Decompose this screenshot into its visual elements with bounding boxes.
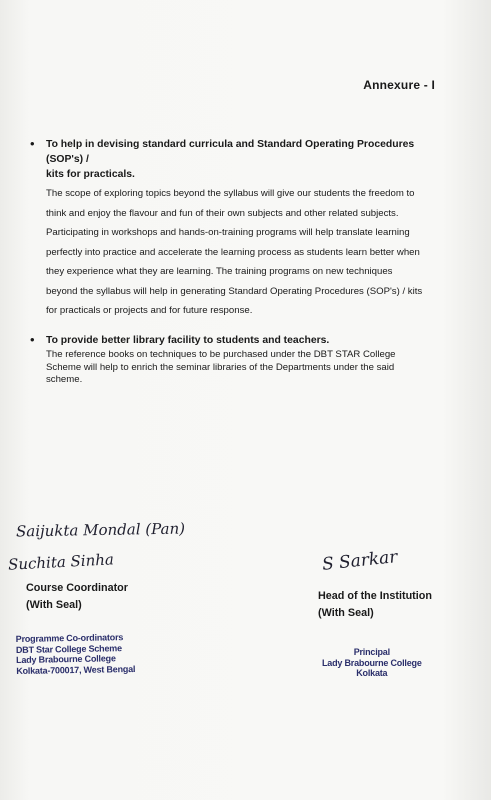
paragraph-line: for practicals or projects and for future response.	[46, 305, 253, 316]
section-paragraph	[46, 349, 450, 387]
course-coordinator-title: Course Coordinator	[26, 582, 128, 594]
paragraph-line: Scheme will help to enrich the seminar libraries of the Departments under the said	[46, 361, 395, 373]
paragraph-line: think and enjoy the flavour and fun of their own subjects and other related subjects.	[46, 207, 399, 219]
paragraph-line: perfectly into practice and accelerate the learning process as students learn better when	[46, 246, 420, 258]
signature-coordinator-2: Suchita Sinha	[7, 550, 115, 574]
paragraph-line: The scope of exploring topics beyond the syllabus will give our students the freedom to	[46, 188, 415, 199]
course-coordinator-block	[26, 580, 128, 614]
principal-stamp	[322, 647, 422, 679]
stamp-line: Lady Brabourne College	[16, 653, 116, 666]
paragraph-line: The reference books on techniques to be purchased under the DBT STAR College	[46, 349, 396, 360]
stamp-line: DBT Star College Scheme	[15, 642, 122, 655]
heading-line: kits for practicals.	[46, 169, 135, 180]
signature-head: S Sarkar	[321, 547, 399, 575]
bullet: •	[30, 332, 35, 347]
head-institution-block	[318, 588, 432, 622]
stamp-line: Principal	[353, 647, 390, 657]
stamp-line: Lady Brabourne College	[322, 657, 422, 668]
paragraph-line: Participating in workshops and hands-on-training programs will help translate learning	[46, 227, 410, 238]
heading-line: To help in devising standard curricula and Standard Operating Procedures (SOP's) /	[46, 139, 415, 165]
coordinator-stamp	[16, 632, 136, 676]
section-heading: To provide better library facility to students and teachers.	[46, 335, 330, 346]
annexure-label: Annexure - I	[363, 78, 435, 92]
stamp-line: Programme Co-ordinators	[15, 632, 124, 645]
section-curricula	[30, 137, 450, 321]
bullet: •	[30, 136, 35, 151]
paragraph-line: scheme.	[46, 374, 83, 385]
signature-coordinator-1: Saijukta Mondal (Pan)	[15, 519, 186, 541]
section-library	[30, 333, 450, 387]
section-heading	[46, 137, 450, 182]
stamp-line: Kolkata-700017, West Bengal	[16, 663, 136, 676]
head-institution-seal: (With Seal)	[318, 607, 374, 619]
stamp-line: Kolkata	[356, 668, 388, 678]
course-coordinator-seal: (With Seal)	[26, 599, 82, 611]
paragraph-line: they experience what they are learning. The training programs on new techniques	[46, 266, 393, 277]
paragraph-line: beyond the syllabus will help in generating Standard Operating Procedures (SOP's) / kits	[46, 285, 423, 297]
head-institution-title: Head of the Institution	[318, 590, 432, 602]
section-paragraph	[46, 184, 450, 321]
